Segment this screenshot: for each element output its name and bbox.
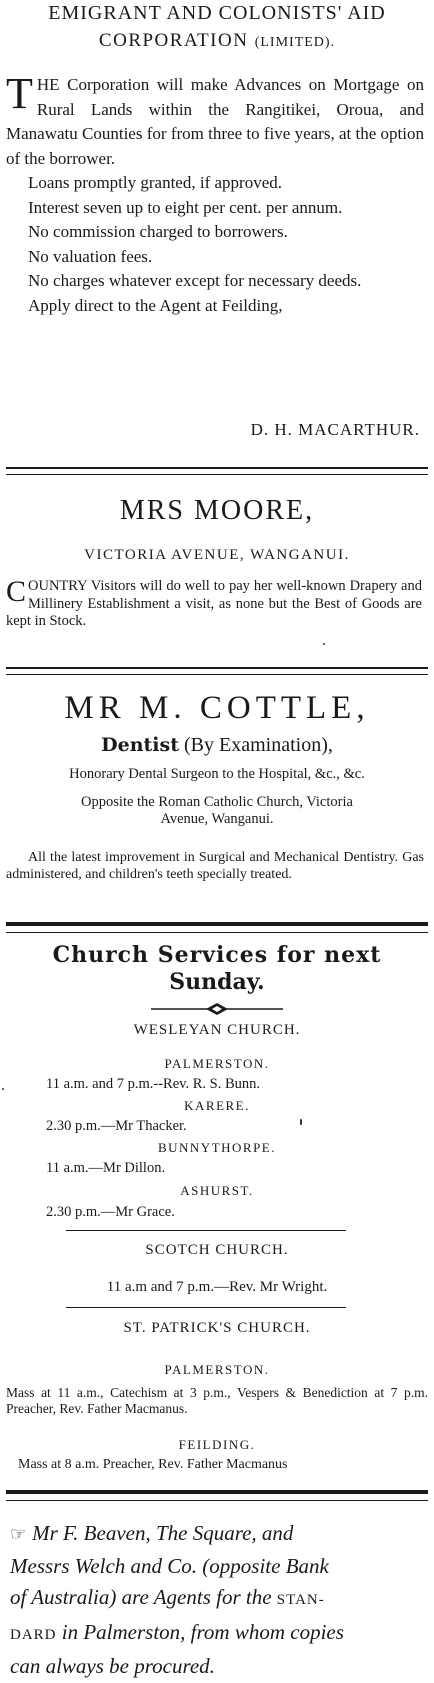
notice-line: can always be procured. [10,1654,215,1678]
divider-rule [66,1307,346,1308]
place-name: ASHURST. [180,1183,254,1198]
place-name: PALMERSTON. [164,1056,270,1071]
ad-text: HE Corporation will make Advances on Mortgage on Rural Lands within the Rangitikei, Oroua, and Manawatu Counties for from three to five years, at the option of the borrower. [6,75,424,168]
cottle-title: MR M. COTTLE, [64,690,370,726]
notice-line [10,1582,428,1617]
ad-paragraph: No charges whatever except for necessary deeds. [28,271,362,290]
place-name: FEILDING. [178,1437,256,1452]
st-patricks-church-name: ST. PATRICK'S CHURCH. [123,1320,311,1336]
moore-body [6,575,422,631]
church-title-line: Church Services for next [52,942,382,968]
ad-paragraph: Interest seven up to eight per cent. per annum. [28,197,343,217]
cottle-profession-note: (By Examination), [184,734,333,756]
service-line: Mass at 11 a.m., Catechism at 3 p.m., Vespers & Benediction at 7 p.m. Preacher, Rev. Father Macmanus. [6,1385,428,1416]
agents-notice [10,1518,428,1683]
service-line: 2.30 p.m.—Mr Grace. [46,1204,175,1220]
service-line: 11 a.m.—Mr Dillon. [46,1160,166,1176]
drop-cap: T [6,69,33,118]
ad-title: EMIGRANT AND COLONISTS' AID [48,2,386,24]
print-speck [2,1088,4,1090]
service-line: Mass at 8 a.m. Preacher, Rev. Father Macmanus [18,1457,288,1472]
service-line: 2.30 p.m.—Mr Thacker. [46,1118,187,1134]
place-name: PALMERSTON. [164,1362,270,1377]
wesleyan-church-name: WESLEYAN CHURCH. [133,1022,301,1038]
ad-title-line2 [6,30,428,52]
notice-line [10,1617,428,1652]
pointing-hand-icon: ☞ [10,1524,27,1544]
cottle-profession-line [6,734,428,757]
notice-text: in Palmerston, from whom copies [61,1619,344,1644]
place-name: BUNNYTHORPE. [157,1140,277,1155]
notice-text: of Australia) are Agents for the [10,1585,272,1609]
print-speck [323,643,325,645]
cottle-address-line: Opposite the Roman Catholic Church, Victoria [81,794,353,810]
cottle-profession: Dentist [101,734,179,756]
divider-rule [6,1490,428,1501]
service-line: 11 a.m. and 7 p.m.--Rev. R. S. Bunn. [46,1076,260,1092]
cottle-address [6,794,428,828]
notice-text: DARD [10,1626,57,1643]
divider-rule [66,1230,346,1231]
moore-text: OUNTRY Visitors will do well to pay her well-known Drapery and Millinery Establishment a visit, as none but the Best of Goods are kept in Stock. [6,578,422,629]
church-title-line: Sunday. [169,969,265,995]
cottle-honorary: Honorary Dental Surgeon to the Hospital, &c., &c. [69,766,365,782]
divider-rule [6,667,428,675]
notice-line [10,1518,428,1551]
ad-paragraph: Loans promptly granted, if approved. [28,173,282,192]
service-line: 11 a.m and 7 p.m.—Rev. Mr Wright. [106,1279,328,1295]
ad-title-main: CORPORATION [98,30,249,51]
ad-signature: D. H. MACARTHUR. [250,420,420,439]
print-speck [300,1119,302,1125]
diamond-ornament [6,1003,428,1015]
drop-cap: C [6,575,27,608]
ad-body [6,69,424,318]
divider-rule [6,922,428,933]
moore-title: MRS MOORE, [119,495,315,526]
notice-line: Messrs Welch and Co. (opposite Bank [10,1553,329,1578]
ad-title-sub: (LIMITED). [254,35,336,50]
notice-text: STAN- [276,1592,325,1608]
notice-text: Mr F. Beaven, The Square, and [32,1521,294,1545]
cottle-address-line: Avenue, Wanganui. [160,811,274,827]
church-services-title [6,942,428,996]
moore-address: VICTORIA AVENUE, WANGANUI. [84,547,350,563]
ad-paragraph: Apply direct to the Agent at Feilding, [28,295,283,315]
divider-rule [6,467,428,475]
cottle-body: All the latest improvement in Surgical and Mechanical Dentistry. Gas administered, and children's teeth specially treated. [6,850,424,882]
ad-paragraph [6,69,424,171]
ad-paragraph: No valuation fees. [28,246,153,266]
scotch-church-name: SCOTCH CHURCH. [145,1242,289,1258]
ad-paragraph: No commission charged to borrowers. [28,222,288,241]
place-name: KARERE. [184,1098,250,1113]
